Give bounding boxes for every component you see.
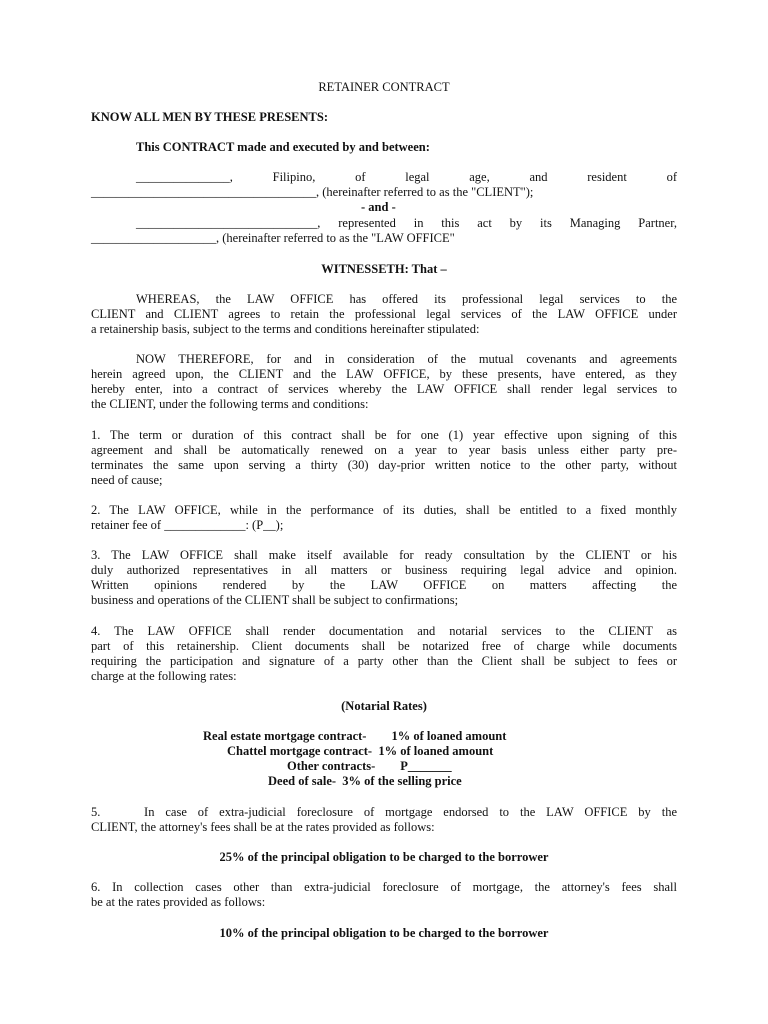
clause-6-line: 6. In collection cases other than extra-judicial foreclosure of mortgage, the attorney's fees shall <box>91 880 677 894</box>
document-title: RETAINER CONTRACT <box>318 80 450 94</box>
rate-line: Chattel mortgage contract- 1% of loaned amount <box>227 744 494 758</box>
clause-1-line: agreement and shall be automatically renewed on a year to year basis unless either party pre- <box>91 443 677 457</box>
know-all-heading: KNOW ALL MEN BY THESE PRESENTS: <box>91 110 328 124</box>
intro-line: This CONTRACT made and executed by and between: <box>136 140 430 154</box>
clause-5-line: CLIENT, the attorney's fees shall be at the rates provided as follows: <box>91 820 435 834</box>
party1-line2: ____________________________________, (hereinafter referred to as the "CLIENT"); <box>91 185 534 199</box>
whereas-line: WHEREAS, the LAW OFFICE has offered its professional legal services to the <box>136 292 677 306</box>
clause-4-line: 4. The LAW OFFICE shall render documentation and notarial services to the CLIENT as <box>91 624 677 638</box>
whereas-line: CLIENT and CLIENT agrees to retain the professional legal services of the LAW OFFICE under <box>91 307 677 321</box>
and-separator: - and - <box>361 200 396 214</box>
clause-4-line: charge at the following rates: <box>91 669 237 683</box>
rate-line: Deed of sale- 3% of the selling price <box>268 774 462 788</box>
clause-3-line: 3. The LAW OFFICE shall make itself available for ready consultation by the CLIENT or his <box>91 548 677 562</box>
clause-1-line: need of cause; <box>91 473 163 487</box>
clause-5-line: 5. In case of extra-judicial foreclosure of mortgage endorsed to the LAW OFFICE by the <box>91 805 677 819</box>
party1-line1: _______________, Filipino, of legal age, and resident of <box>136 170 677 184</box>
clause-4-line: requiring the participation and signature of a party other than the Client shall be subject to fees or <box>91 654 677 668</box>
party2-line1: _____________________________, represented in this act by its Managing Partner, <box>136 216 677 230</box>
now-therefore-line: hereby enter, into a contract of services whereby the LAW OFFICE shall render legal services to <box>91 382 677 396</box>
notarial-rates-heading: (Notarial Rates) <box>341 699 427 713</box>
witnesseth-heading: WITNESSETH: That – <box>321 262 447 276</box>
now-therefore-line: herein agreed upon, the CLIENT and the LAW OFFICE, by these presents, have entered, as they <box>91 367 677 381</box>
clause-1-line: 1. The term or duration of this contract shall be for one (1) year effective upon signing of this <box>91 428 677 442</box>
clause-2-line: retainer fee of _____________: (P__); <box>91 518 284 532</box>
rate-line: Real estate mortgage contract- 1% of loaned amount <box>203 729 507 743</box>
now-therefore-line: the CLIENT, under the following terms and conditions: <box>91 397 369 411</box>
clause-3-line: business and operations of the CLIENT shall be subject to confirmations; <box>91 593 459 607</box>
clause-5-rate: 25% of the principal obligation to be charged to the borrower <box>219 850 549 864</box>
party2-line2: ____________________, (hereinafter referred to as the "LAW OFFICE" <box>91 231 455 245</box>
clause-6-rate: 10% of the principal obligation to be charged to the borrower <box>219 926 549 940</box>
clause-2-line: 2. The LAW OFFICE, while in the performance of its duties, shall be entitled to a fixed monthly <box>91 503 677 517</box>
now-therefore-line: NOW THEREFORE, for and in consideration of the mutual covenants and agreements <box>136 352 677 366</box>
clause-3-line: duly authorized representatives in all matters or business requiring legal advice and opinion. <box>91 563 677 577</box>
clause-4-line: part of this retainership. Client documents shall be notarized free of charge while documents <box>91 639 677 653</box>
rate-line: Other contracts- P_______ <box>287 759 452 773</box>
clause-6-line: be at the rates provided as follows: <box>91 895 266 909</box>
clause-3-line: Written opinions rendered by the LAW OFFICE on matters affecting the <box>91 578 677 592</box>
whereas-line: a retainership basis, subject to the terms and conditions hereinafter stipulated: <box>91 322 480 336</box>
clause-1-line: terminates the same upon serving a thirty (30) day-prior written notice to the other party, without <box>91 458 677 472</box>
